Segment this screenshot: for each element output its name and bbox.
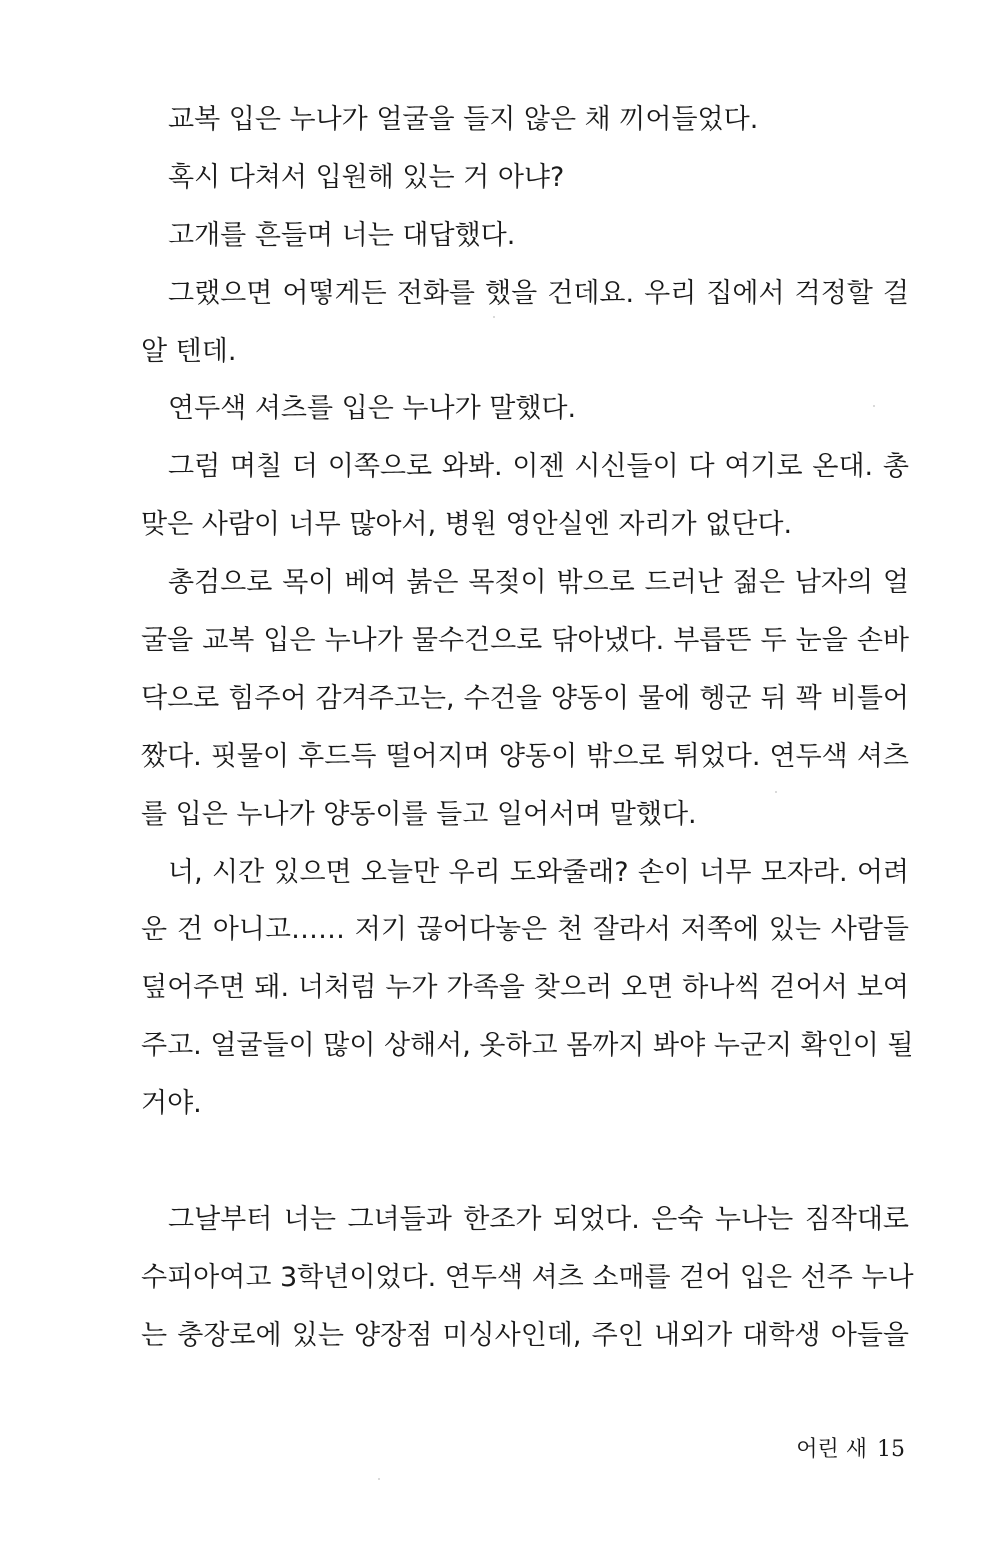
text-line xyxy=(141,561,909,619)
text-line xyxy=(141,330,909,388)
line-text: 닥으로 힘주어 감겨주고는, 수건을 양동이 물에 헹군 뒤 꽉 비틀어 xyxy=(141,682,909,714)
line-text: 그랬으면 어떻게든 전화를 했을 건데요. 우리 집에서 걱정할 걸 xyxy=(168,277,909,309)
line-text: 수피아여고 3학년이었다. 연두색 셔츠 소매를 걷어 입은 선주 누나 xyxy=(141,1261,914,1293)
page-number: 15 xyxy=(877,1437,905,1462)
text-line xyxy=(141,214,909,272)
paper-speck xyxy=(493,316,495,318)
line-text: 연두색 셔츠를 입은 누나가 말했다. xyxy=(168,393,577,425)
line-text: 그날부터 너는 그녀들과 한조가 되었다. 은숙 누나는 짐작대로 xyxy=(168,1203,909,1235)
line-text: 너, 시간 있으면 오늘만 우리 도와줄래? 손이 너무 모자라. 어려 xyxy=(168,856,909,888)
line-text: 맞은 사람이 너무 많아서, 병원 영안실엔 자리가 없단다. xyxy=(141,509,793,541)
line-text: 운 건 아니고…… 저기 끊어다놓은 천 잘라서 저쪽에 있는 사람들 xyxy=(141,914,909,946)
line-text: 굴을 교복 입은 누나가 물수건으로 닦아냈다. 부릅뜬 두 눈을 손바 xyxy=(141,625,909,657)
text-line xyxy=(141,966,909,1024)
line-text: 주고. 얼굴들이 많이 상해서, 옷하고 몸까지 봐야 누군지 확인이 될 xyxy=(141,1030,914,1062)
paper-speck xyxy=(775,791,777,793)
text-line xyxy=(141,1314,909,1372)
text-line xyxy=(141,1024,914,1082)
line-text: 알 텐데. xyxy=(141,335,237,367)
line-text: 총검으로 목이 베여 붉은 목젖이 밖으로 드러난 젊은 남자의 얼 xyxy=(168,567,909,599)
text-line xyxy=(141,793,909,851)
paper-speck xyxy=(873,405,875,407)
text-line xyxy=(141,445,909,503)
text-line xyxy=(141,908,909,966)
line-text: 고개를 흔들며 너는 대답했다. xyxy=(168,219,516,251)
line-text: 그럼 며칠 더 이쪽으로 와봐. 이젠 시신들이 다 여기로 온대. 총 xyxy=(168,451,909,483)
text-line xyxy=(141,677,909,735)
text-line xyxy=(141,735,909,793)
text-line xyxy=(141,156,909,214)
text-line xyxy=(141,503,909,561)
section-break xyxy=(141,1140,909,1198)
line-text: 를 입은 누나가 양동이를 들고 일어서며 말했다. xyxy=(141,798,697,830)
text-line xyxy=(141,98,909,156)
text-line xyxy=(141,851,909,909)
line-text: 거야. xyxy=(141,1088,202,1120)
paper-speck xyxy=(378,1478,380,1480)
body-text xyxy=(141,98,914,1372)
line-text: 교복 입은 누나가 얼굴을 들지 않은 채 끼어들었다. xyxy=(168,104,759,135)
line-text: 는 충장로에 있는 양장점 미싱사인데, 주인 내외가 대학생 아들을 xyxy=(141,1319,909,1351)
text-line xyxy=(141,387,909,445)
line-text: 혹시 다쳐서 입원해 있는 거 아냐? xyxy=(168,161,565,193)
line-text: 덮어주면 돼. 너처럼 누가 가족을 찾으러 오면 하나씩 걷어서 보여 xyxy=(141,972,909,1004)
text-line xyxy=(141,1198,909,1256)
text-line xyxy=(141,1082,909,1140)
running-title: 어린 새 xyxy=(796,1437,867,1462)
line-text: 짰다. 핏물이 후드득 떨어지며 양동이 밖으로 튀었다. 연두색 셔츠 xyxy=(141,740,909,772)
page-footer xyxy=(796,1432,905,1463)
text-line xyxy=(141,619,909,677)
text-line xyxy=(141,272,909,330)
text-line xyxy=(141,1256,914,1314)
